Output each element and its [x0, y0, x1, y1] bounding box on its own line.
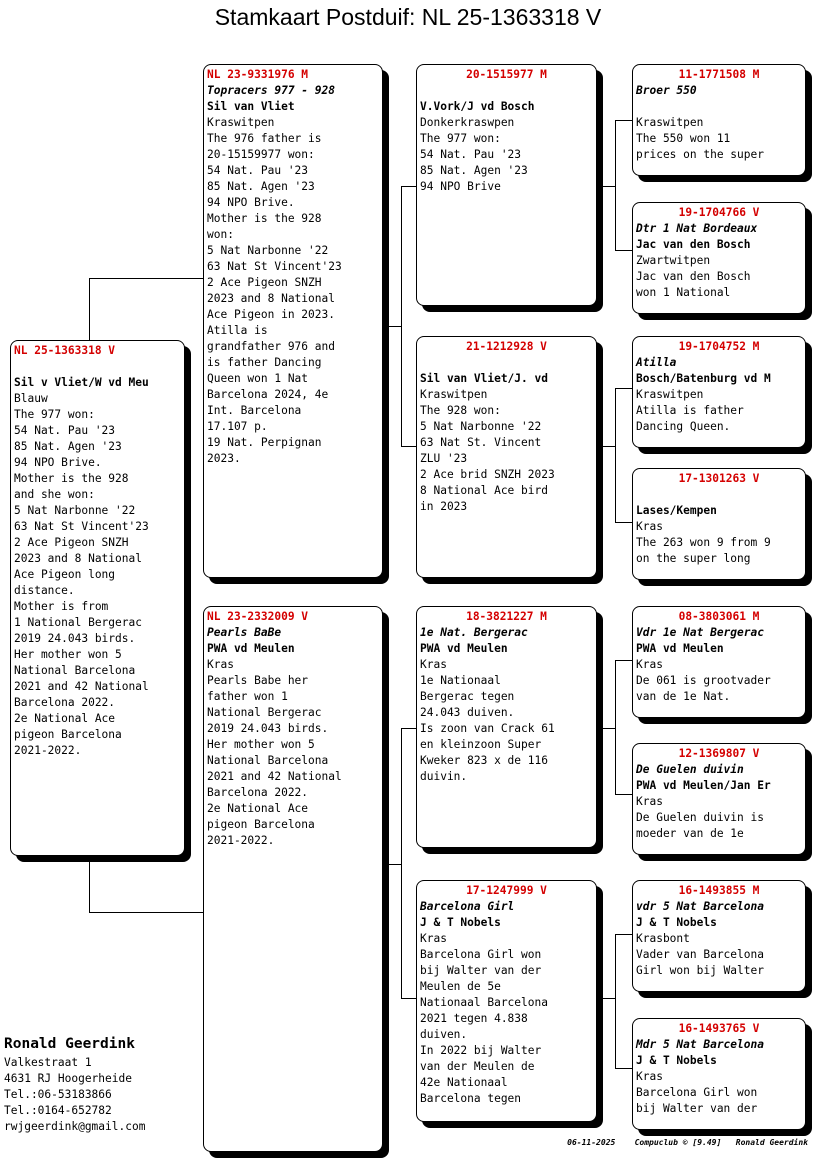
pigeon-note: van de 1e Nat. [636, 690, 731, 703]
pigeon-note: 2019 24.043 birds. [14, 632, 136, 645]
pigeon-description: Pearls BaBe [207, 626, 282, 639]
pigeon-note: grandfather 976 and [207, 340, 335, 353]
pigeon-note: 5 Nat Narbonne '22 [420, 420, 542, 433]
connector-line [615, 1068, 633, 1069]
ring-number: 20-1515977 M [466, 68, 547, 81]
connector-line [89, 278, 90, 340]
connector-line [597, 186, 615, 187]
pigeon-note: 54 Nat. Pau '23 [14, 424, 116, 437]
pigeon-color: Zwartwitpen [636, 254, 711, 267]
pigeon-note: Barcelona Girl won [420, 948, 542, 961]
connector-line [401, 186, 417, 187]
pigeon-note: Girl won bij Walter [636, 964, 764, 977]
pigeon-note: pigeon Barcelona [14, 728, 122, 741]
pigeon-note: 94 NPO Brive. [14, 456, 102, 469]
pigeon-owner: J & T Nobels [636, 916, 717, 929]
pigeon-note: won 1 National [636, 286, 731, 299]
ring-number: 16-1493855 M [678, 884, 760, 897]
pigeon-note: 94 NPO Brive. [207, 196, 295, 209]
pigeon-owner: Jac van den Bosch [636, 238, 751, 251]
pedigree-card-ffm [632, 202, 806, 314]
pigeon-owner [636, 99, 802, 115]
pigeon-note: pigeon Barcelona [207, 818, 315, 831]
pigeon-note: De 061 is grootvader [636, 674, 771, 687]
ring-number: 17-1247999 V [466, 884, 547, 897]
pigeon-note: Int. Barcelona [207, 404, 302, 417]
pigeon-description: 1e Nat. Bergerac [420, 626, 528, 639]
connector-line [615, 120, 616, 250]
pigeon-description: vdr 5 Nat Barcelona [636, 900, 764, 913]
pigeon-note: Queen won 1 Nat [207, 372, 309, 385]
breeder-street: Valkestraat 1 [4, 1056, 92, 1069]
ring-number: NL 23-2332009 V [207, 610, 309, 623]
pigeon-description: Topracers 977 - 928 [207, 84, 335, 97]
pigeon-note: Barcelona 2022. [207, 786, 309, 799]
pigeon-note: Vader van Barcelona [636, 948, 764, 961]
ring-number: 18-3821227 M [466, 610, 547, 623]
connector-line [89, 856, 90, 912]
pedigree-card-mfm [632, 743, 806, 855]
connector-line [597, 728, 615, 729]
pigeon-note: The 550 won 11 [636, 132, 731, 145]
pigeon-owner: PWA vd Meulen [420, 642, 508, 655]
pigeon-note: 2 Ace Pigeon SNZH [207, 276, 322, 289]
pigeon-note: Mother is from [14, 600, 109, 613]
pigeon-note: bij Walter van der [636, 1102, 758, 1115]
pigeon-note: and she won: [14, 488, 95, 501]
pigeon-note: 63 Nat St. Vincent [420, 436, 542, 449]
pigeon-note: bij Walter van der [420, 964, 542, 977]
footer-date: 06-11-2025 [567, 1138, 616, 1147]
pigeon-owner: Sil van Vliet/J. vd [420, 372, 548, 385]
pedigree-card-fmm [632, 468, 806, 580]
pigeon-note: Her mother won 5 [14, 648, 122, 661]
connector-line [615, 794, 633, 795]
connector-line [615, 522, 633, 523]
pigeon-note: 2021 tegen 4.838 [420, 1012, 528, 1025]
pigeon-note: 19 Nat. Perpignan [207, 436, 322, 449]
pigeon-note: Ace Pigeon in 2023. [207, 308, 335, 321]
pigeon-note: Ace Pigeon long [14, 568, 116, 581]
connector-line [401, 998, 417, 999]
pigeon-color: Kras [636, 658, 663, 671]
pigeon-color: Kraswitpen [636, 116, 704, 129]
pigeon-note: is father Dancing [207, 356, 322, 369]
footer-software: Compuclub © [9.49] [634, 1138, 722, 1147]
ring-number: 11-1771508 M [678, 68, 760, 81]
pigeon-color: Donkerkraswpen [420, 116, 515, 129]
pigeon-note: National Barcelona [14, 664, 136, 677]
pigeon-note: 2023 and 8 National [207, 292, 335, 305]
pigeon-note: 2021-2022. [14, 744, 82, 757]
breeder-email: rwjgeerdink@gmail.com [4, 1120, 146, 1133]
pedigree-card-subject [10, 340, 185, 856]
pigeon-note: 2023. [207, 452, 241, 465]
pedigree-card-father-father [416, 64, 597, 306]
connector-line [615, 388, 633, 389]
pigeon-note: Atilla is [207, 324, 268, 337]
pedigree-card-father-mother [416, 336, 597, 578]
ring-number: NL 23-9331976 M [207, 68, 309, 81]
pigeon-note: 8 National Ace bird [420, 484, 548, 497]
connector-line [597, 998, 615, 999]
pigeon-note: 94 NPO Brive [420, 180, 501, 193]
pigeon-note: Mother is the 928 [207, 212, 322, 225]
footer [567, 1138, 808, 1147]
pigeon-note: 2 Ace Pigeon SNZH [14, 536, 129, 549]
connector-line [615, 250, 633, 251]
connector-line [89, 912, 204, 913]
pigeon-note: 17.107 p. [207, 420, 268, 433]
pigeon-note: 2021 and 42 National [207, 770, 342, 783]
ring-number: 12-1369807 V [678, 747, 760, 760]
pigeon-note: 1e Nationaal [420, 674, 501, 687]
pigeon-note: ZLU '23 [420, 452, 468, 465]
pedigree-card-fmf [632, 336, 806, 448]
pigeon-note: Nationaal Barcelona [420, 996, 548, 1009]
pigeon-note: Barcelona tegen [420, 1092, 522, 1105]
pigeon-note: in 2023 [420, 500, 468, 513]
connector-line [597, 446, 615, 447]
pigeon-note: 63 Nat St Vincent'23 [207, 260, 342, 273]
pigeon-note: Barcelona 2022. [14, 696, 116, 709]
pigeon-color: Kras [636, 795, 663, 808]
connector-line [89, 278, 204, 279]
pigeon-note: 54 Nat. Pau '23 [420, 148, 522, 161]
pedigree-card-mother-mother [416, 880, 597, 1122]
pigeon-note: National Barcelona [207, 754, 329, 767]
pigeon-color: Kras [636, 520, 663, 533]
pedigree-card-father [203, 64, 383, 578]
connector-line [615, 660, 616, 794]
pigeon-note: The 263 won 9 from 9 [636, 536, 771, 549]
pigeon-note: moeder van de 1e [636, 827, 744, 840]
pigeon-color: Blauw [14, 392, 48, 405]
pigeon-note: en kleinzoon Super [420, 738, 542, 751]
pigeon-note: 1 National Bergerac [14, 616, 142, 629]
pigeon-note: The 976 father is [207, 132, 322, 145]
pigeon-color: Kras [420, 932, 447, 945]
connector-line [615, 388, 616, 522]
pigeon-note: 85 Nat. Agen '23 [420, 164, 528, 177]
pigeon-note: Barcelona 2024, 4e [207, 388, 329, 401]
pigeon-owner: Lases/Kempen [636, 504, 717, 517]
connector-line [401, 186, 402, 446]
ring-number: 19-1704752 M [678, 340, 760, 353]
pigeon-owner: PWA vd Meulen [636, 642, 724, 655]
pigeon-description [420, 83, 593, 99]
pigeon-note: Bergerac tegen [420, 690, 515, 703]
pigeon-note: 2023 and 8 National [14, 552, 142, 565]
pigeon-note: Barcelona Girl won [636, 1086, 758, 1099]
connector-line [401, 728, 417, 729]
ring-number: 16-1493765 V [678, 1022, 760, 1035]
pigeon-note: In 2022 bij Walter [420, 1044, 542, 1057]
pigeon-note: on the super long [636, 552, 751, 565]
pigeon-note: Kweker 823 x de 116 [420, 754, 548, 767]
pigeon-note: 63 Nat St Vincent'23 [14, 520, 149, 533]
connector-line [383, 326, 401, 327]
ring-number: 21-1212928 V [466, 340, 547, 353]
footer-author: Ronald Geerdink [735, 1138, 808, 1147]
pigeon-color: Krasbont [636, 932, 690, 945]
pigeon-note: 5 Nat Narbonne '22 [14, 504, 136, 517]
pigeon-color: Kraswitpen [420, 388, 488, 401]
pigeon-description [14, 359, 181, 375]
pigeon-owner: PWA vd Meulen/Jan Er [636, 779, 771, 792]
pigeon-note: The 977 won: [420, 132, 501, 145]
connector-line [615, 660, 633, 661]
pigeon-note: won: [207, 228, 234, 241]
pigeon-description: Barcelona Girl [420, 900, 515, 913]
pigeon-note: distance. [14, 584, 75, 597]
breeder-phone-landline: Tel.:0164-652782 [4, 1104, 112, 1117]
pigeon-note: van der Meulen de [420, 1060, 535, 1073]
pigeon-note: Is zoon van Crack 61 [420, 722, 555, 735]
pigeon-color: Kras [636, 1070, 663, 1083]
pigeon-note: 85 Nat. Agen '23 [207, 180, 315, 193]
pigeon-owner: V.Vork/J vd Bosch [420, 100, 535, 113]
ring-number: 17-1301263 V [678, 472, 760, 485]
pigeon-owner: Sil v Vliet/W vd Meu [14, 376, 149, 389]
ring-number: NL 25-1363318 V [14, 344, 116, 357]
pigeon-color: Kraswitpen [636, 388, 704, 401]
pigeon-note: 2021-2022. [207, 834, 275, 847]
pigeon-description: Dtr 1 Nat Bordeaux [636, 222, 758, 235]
pigeon-note: 85 Nat. Agen '23 [14, 440, 122, 453]
page-title: Stamkaart Postduif: NL 25-1363318 V [214, 4, 602, 30]
connector-line [401, 728, 402, 998]
pigeon-owner: Bosch/Batenburg vd M [636, 372, 771, 385]
pigeon-note: 2 Ace brid SNZH 2023 [420, 468, 555, 481]
pigeon-note: The 977 won: [14, 408, 95, 421]
connector-line [615, 934, 616, 1068]
pedigree-card-fff [632, 64, 806, 176]
pigeon-note: Meulen de 5e [420, 980, 501, 993]
pigeon-note: National Bergerac [207, 706, 322, 719]
pigeon-owner: Sil van Vliet [207, 100, 295, 113]
pigeon-description: Mdr 5 Nat Barcelona [636, 1038, 764, 1051]
pigeon-note: father won 1 [207, 690, 288, 703]
pigeon-owner: PWA vd Meulen [207, 642, 295, 655]
connector-line [615, 934, 633, 935]
pigeon-note: Her mother won 5 [207, 738, 315, 751]
pigeon-description: Broer 550 [636, 84, 697, 97]
pigeon-note: Atilla is father [636, 404, 744, 417]
pedigree-card-mff [632, 606, 806, 718]
pedigree-card-mmf [632, 880, 806, 992]
pigeon-description: De Guelen duivin [636, 763, 744, 776]
connector-line [383, 864, 401, 865]
pedigree-card-mother [203, 606, 383, 1152]
ring-number: 19-1704766 V [678, 206, 760, 219]
pigeon-note: prices on the super [636, 148, 764, 161]
pigeon-owner: J & T Nobels [636, 1054, 717, 1067]
ring-number: 08-3803061 M [678, 610, 760, 623]
breeder-phone-mobile: Tel.:06-53183866 [4, 1088, 112, 1101]
pigeon-note: 2e National Ace [14, 712, 116, 725]
pigeon-description [636, 487, 802, 503]
pigeon-note: 5 Nat Narbonne '22 [207, 244, 329, 257]
pedigree-card-mmm [632, 1018, 806, 1130]
pigeon-note: 2021 and 42 National [14, 680, 149, 693]
breeder-city: 4631 RJ Hoogerheide [4, 1072, 132, 1085]
pigeon-note: Dancing Queen. [636, 420, 731, 433]
pigeon-note: Pearls Babe her [207, 674, 309, 687]
pigeon-note: The 928 won: [420, 404, 501, 417]
pigeon-note: Jac van den Bosch [636, 270, 751, 283]
pigeon-note: duiven. [420, 1028, 468, 1041]
pigeon-note: 2019 24.043 birds. [207, 722, 329, 735]
connector-line [401, 446, 417, 447]
pigeon-note: 42e Nationaal [420, 1076, 508, 1089]
pigeon-note: 24.043 duiven. [420, 706, 515, 719]
pigeon-note: 54 Nat. Pau '23 [207, 164, 309, 177]
pigeon-note: De Guelen duivin is [636, 811, 764, 824]
breeder-name: Ronald Geerdink [4, 1036, 135, 1052]
pigeon-description: Vdr 1e Nat Bergerac [636, 626, 764, 639]
connector-line [615, 120, 633, 121]
pedigree-card-mother-father [416, 606, 597, 848]
pigeon-description: Atilla [636, 356, 677, 369]
pigeon-color: Kras [207, 658, 234, 671]
pigeon-description [420, 355, 593, 371]
pigeon-note: duivin. [420, 770, 468, 783]
pigeon-note: Mother is the 928 [14, 472, 129, 485]
breeder-info [4, 1034, 145, 1135]
pigeon-owner: J & T Nobels [420, 916, 501, 929]
pigeon-note: 2e National Ace [207, 802, 309, 815]
pigeon-note: 20-15159977 won: [207, 148, 315, 161]
pigeon-color: Kraswitpen [207, 116, 275, 129]
pigeon-color: Kras [420, 658, 447, 671]
